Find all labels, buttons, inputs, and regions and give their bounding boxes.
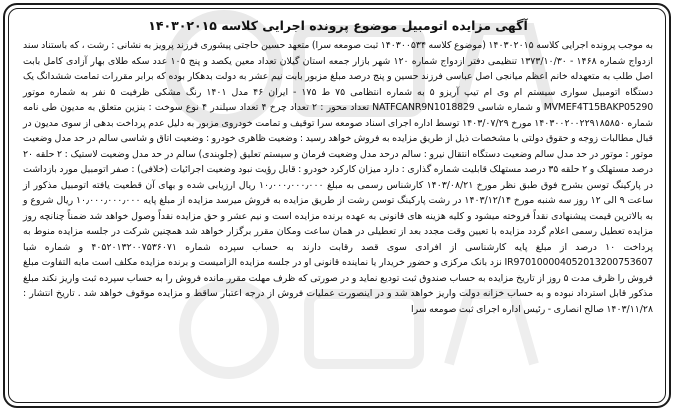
notice-content: [23, 15, 653, 317]
notice-body: به موجب پرونده اجرایی کلاسه ۱۴۰۳۰۲۰۱۵ (موضوع کلاسه ۱۴۰۳۰۰۵۳۴ ثبت صومعه سرا) متعهد حسین حاجتی پیشوری فرزند پرویز به نشانی : رشت ، که باستناد سند ازدواج شماره ۱۴۶۸ - ۱۳۷۳/۱۰/۳۰ تنظیمی دفتر ازدواج شماره ۱۲۰ شهر بازار جمعه استان گیلان تعداد معین یکصد و پنج ۱۰۵ عدد سکه طلای بهار آزادی کامل بابت اصل طلب به متعهدله خانم اعظم میانجی اصل عباسی فرزند حسین و پنج درصد مبلغ مزبور بابت نیم عشر به دولت بدهکار بوده که برابر مقررات تمامت ششدانگ یک دستگاه اتومبیل سواری سیستم ام وی ام تیپ آریزو ۵ به شماره انتظامی ۷۵ ط ۱۷۵ - ایران ۴۶ مدل ۱۴۰۱ رنگ مشکی ظرفیت ۵ نفر به شماره موتور MVMEF4T15BAKP05290 و شماره شاسی NATFCANR9N1018829 تعداد محور : ۲ تعداد چرخ ۴ تعداد سیلندر ۴ نوع سوخت : بنزین متعلق به مدیون طی نامه شماره ۱۴۰۳۰۰۲۰۰۲۲۹۱۸۵۸۵۰ مورخ ۱۴۰۳/۰۷/۲۹ توسط اداره اجرای اسناد صومعه سرا توقیف و تمامت خودروی مزبور به دلیل عدم پرداخت بدهی از سوی مدیون در قبال مطالبات زوجه و حقوق دولتی با مشخصات ذیل از طریق مزایده به فروش خواهد رسید : وضعیت ظاهری خودرو : وضعیت اتاق و شاسی سالم در حد مدل وضعیت موتور : موتور در حد مدل سالم وضعیت دستگاه انتقال نیرو : سالم درحد مدل وضعیت فرمان و سیستم تعلیق (جلوبندی) سالم در حد مدل وضعیت لاستیک : ۲ حلقه ۲۰ درصد مستهلک و ۲ حلقه ۳۵ درصد مستهلک قابلیت شماره گذاری : دارد میزان کارکرد خودرو : قابل رؤیت نبود وضعیت اجرائیات (خلافی) : صفر اتومبیل مورد بازداشت در پارکینگ توسن بشرح فوق طبق نظر مورخ ۱۴۰۳/۰۸/۲۱ کارشناس رسمی به مبلغ ۱۰٫۰۰۰٫۰۰۰٫۰۰۰ ریال ارزیابی شده و بهای آن قطعیت یافته اتومبیل مذکور از ساعت ۹ الی ۱۲ روز سه شنبه مورخ ۱۴۰۳/۱۲/۱۴ در رشت پارکینگ توسن رشت از طریق مزایده به فروش میرسد مزایده از مبلغ پایه ۱۰٫۰۰۰٫۰۰۰٫۰۰۰ ریال شروع و به بالاترین قیمت پیشنهادی نقداً فروخته میشود و کلیه هزینه های قانونی به عهده برنده مزایده است و نیم عشر و حق مزایده نقداً وصول خواهد شد ضمناً چنانچه روز مزایده تعطیل رسمی اعلام گردد مزایده با تعیین وقت مجدد بعد از تعطیلی در همان ساعت ومکان مقرر برگزار خواهد شد همچنین شرکت در جلسه مزایده منوط به پرداخت ۱۰ درصد از مبلغ پایه کارشناسی از افرادی سوی قصد رقابت دارند به حساب سپرده شماره ۴۰۵۲۰۱۳۲۰۰۷۵۳۶۰۷۱ و شماره شبا IR970100004052013200753607 نزد بانک مرکزی و حضور خریدار یا نماینده قانونی او در جلسه مزایده الزامیست و برنده مزایده مکلف است مابه التفاوت مبلغ فروش را ظرف مدت ۵ روز از تاریخ مزایده به حساب صندوق ثبت تودیع نماید و در صورتی که ظرف مهلت مقرر مانده فروش را به حساب سپرده ثبت واریز نکند مبلغ مذکور قابل استرداد نبوده و به حساب خزانه دولت واریز خواهد شد و در اینصورت عملیات فروش از درجه اعتبار ساقط و مزایده موقوف خواهد شد . تاریخ انتشار : ۱۴۰۳/۱۱/۲۸ صالح انصاری - رئیس اداره اجرای ثبت صومعه سرا: [23, 40, 654, 315]
notice-frame-inner: [8, 8, 666, 403]
notice-title: آگهی مزایده اتومبیل موضوع پرونده اجرایی کلاسه ۱۴۰۳۰۲۰۱۵: [148, 18, 528, 33]
